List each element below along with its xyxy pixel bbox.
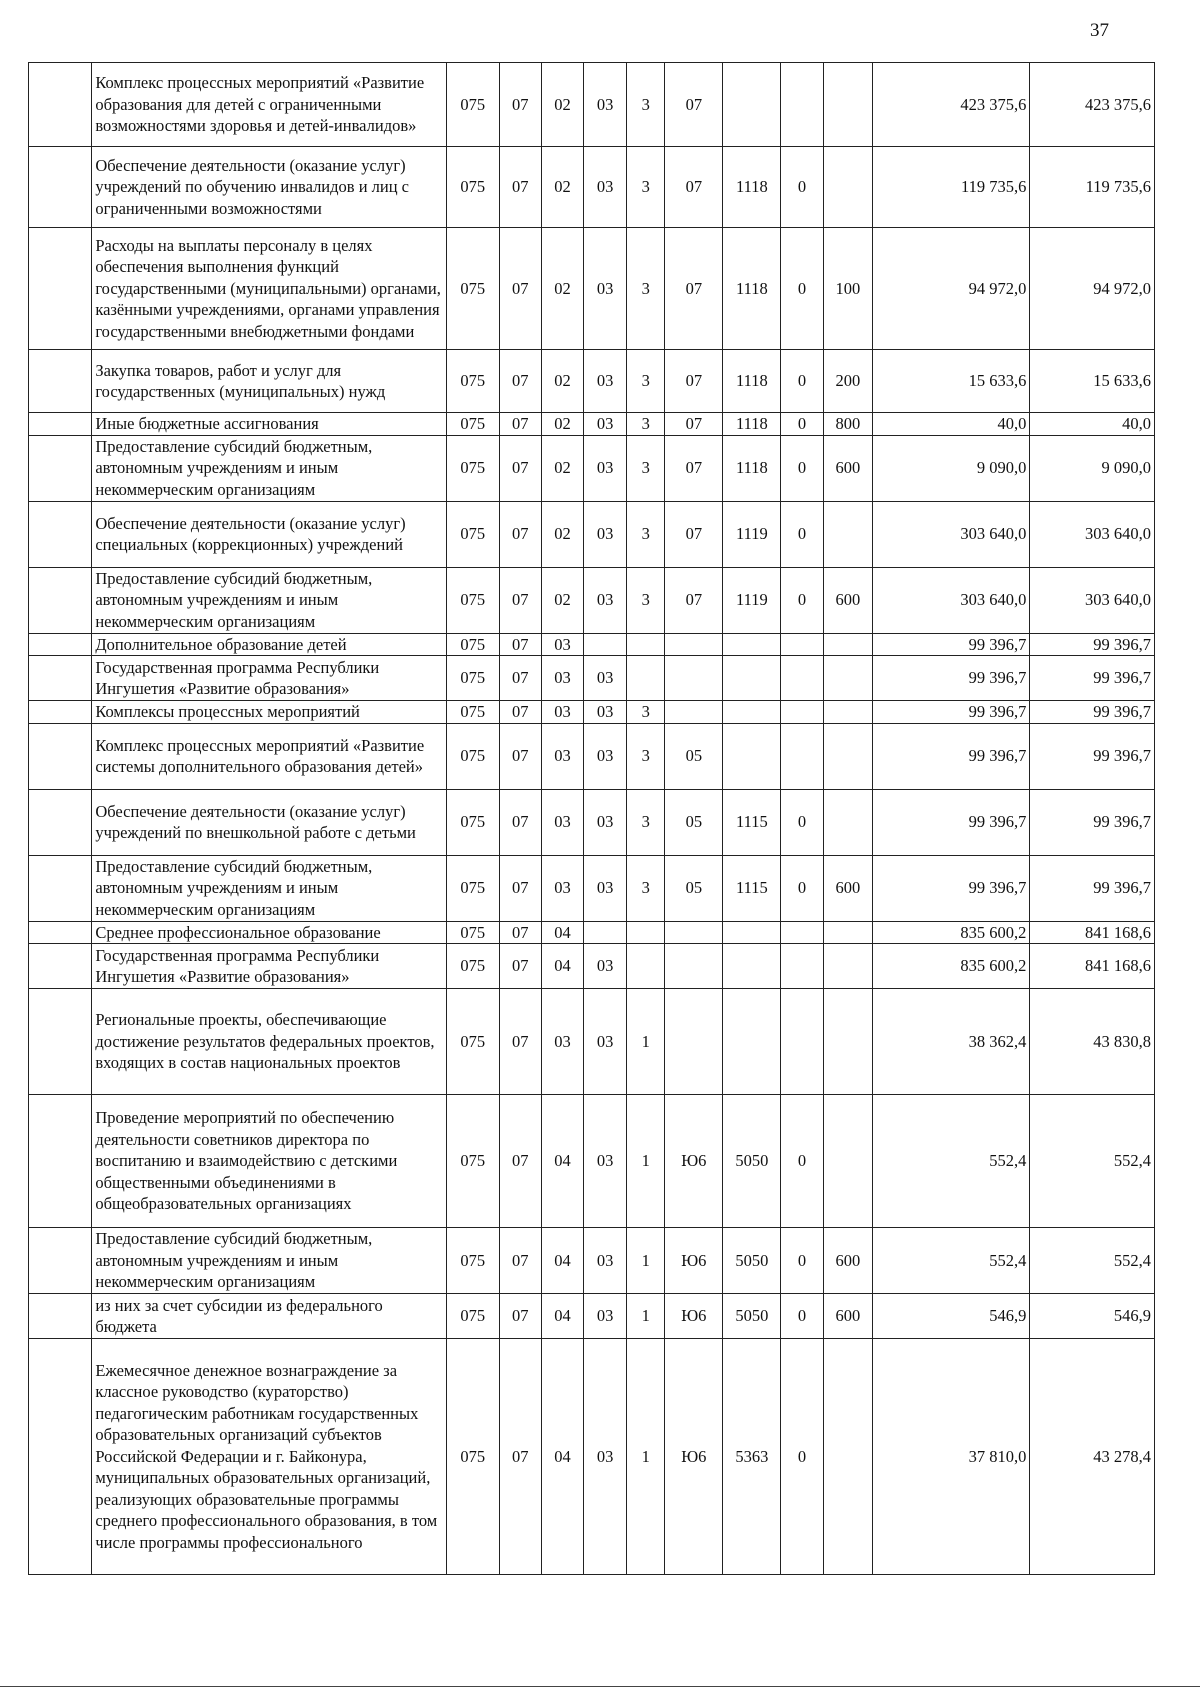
code-direction: 1118	[723, 350, 781, 413]
code-type: 3	[627, 63, 665, 147]
code-direction: 1118	[723, 147, 781, 228]
code-type: 1	[627, 1228, 665, 1294]
code-section: 07	[499, 1339, 541, 1575]
code-event	[665, 944, 723, 989]
table-row	[29, 855, 1155, 921]
code-event: Ю6	[665, 1095, 723, 1228]
code-sub	[781, 989, 823, 1095]
code-program: 03	[584, 1294, 627, 1339]
code-program: 03	[584, 989, 627, 1095]
code-type: 1	[627, 1294, 665, 1339]
code-section: 07	[499, 701, 541, 724]
row-name: Государственная программа Республики Ингушетия «Развитие образования»	[92, 656, 447, 701]
row-marker-cell	[29, 147, 92, 228]
code-ministry: 075	[446, 228, 499, 350]
row-marker-cell	[29, 1339, 92, 1575]
code-section: 07	[499, 1228, 541, 1294]
row-name: Предоставление субсидий бюджетным, автономным учреждениям и иным некоммерческим организациям	[92, 435, 447, 501]
code-direction: 1118	[723, 413, 781, 436]
code-sub: 0	[781, 350, 823, 413]
amount-year-2: 546,9	[1030, 1294, 1155, 1339]
code-expense-type: 200	[823, 350, 873, 413]
code-subsection: 02	[541, 501, 583, 567]
code-event: Ю6	[665, 1228, 723, 1294]
row-marker-cell	[29, 567, 92, 633]
code-program: 03	[584, 855, 627, 921]
table-row	[29, 147, 1155, 228]
amount-year-1: 99 396,7	[873, 855, 1030, 921]
code-expense-type	[823, 789, 873, 855]
code-sub: 0	[781, 413, 823, 436]
amount-year-1: 40,0	[873, 413, 1030, 436]
code-sub: 0	[781, 1228, 823, 1294]
code-event: 07	[665, 350, 723, 413]
amount-year-1: 552,4	[873, 1228, 1030, 1294]
row-name: из них за счет субсидии из федерального бюджета	[92, 1294, 447, 1339]
code-subsection: 02	[541, 413, 583, 436]
amount-year-1: 99 396,7	[873, 656, 1030, 701]
code-event	[665, 989, 723, 1095]
code-program: 03	[584, 1095, 627, 1228]
amount-year-2: 841 168,6	[1030, 944, 1155, 989]
amount-year-1: 15 633,6	[873, 350, 1030, 413]
code-subsection: 03	[541, 789, 583, 855]
code-sub	[781, 944, 823, 989]
amount-year-2: 552,4	[1030, 1228, 1155, 1294]
code-type: 1	[627, 989, 665, 1095]
code-direction: 1115	[723, 789, 781, 855]
code-direction	[723, 723, 781, 789]
code-type: 3	[627, 855, 665, 921]
code-type	[627, 633, 665, 656]
row-marker-cell	[29, 413, 92, 436]
table-row	[29, 701, 1155, 724]
row-marker-cell	[29, 989, 92, 1095]
table-row	[29, 1294, 1155, 1339]
code-expense-type	[823, 921, 873, 944]
code-ministry: 075	[446, 1228, 499, 1294]
amount-year-1: 546,9	[873, 1294, 1030, 1339]
code-expense-type: 600	[823, 567, 873, 633]
code-program: 03	[584, 701, 627, 724]
code-event	[665, 701, 723, 724]
code-ministry: 075	[446, 567, 499, 633]
code-direction: 1119	[723, 501, 781, 567]
amount-year-1: 9 090,0	[873, 435, 1030, 501]
code-type: 3	[627, 350, 665, 413]
code-section: 07	[499, 413, 541, 436]
row-marker-cell	[29, 228, 92, 350]
code-expense-type: 100	[823, 228, 873, 350]
code-expense-type	[823, 944, 873, 989]
code-expense-type: 600	[823, 855, 873, 921]
code-program: 03	[584, 147, 627, 228]
code-section: 07	[499, 989, 541, 1095]
table-row	[29, 723, 1155, 789]
amount-year-2: 99 396,7	[1030, 701, 1155, 724]
code-expense-type	[823, 63, 873, 147]
code-expense-type	[823, 989, 873, 1095]
code-type: 3	[627, 723, 665, 789]
code-subsection: 02	[541, 63, 583, 147]
code-subsection: 03	[541, 723, 583, 789]
code-expense-type: 600	[823, 1228, 873, 1294]
code-event: 07	[665, 567, 723, 633]
code-event: 05	[665, 789, 723, 855]
row-marker-cell	[29, 1294, 92, 1339]
row-name: Обеспечение деятельности (оказание услуг) учреждений по обучению инвалидов и лиц с ограниченными возможностями	[92, 147, 447, 228]
code-section: 07	[499, 147, 541, 228]
amount-year-2: 423 375,6	[1030, 63, 1155, 147]
row-marker-cell	[29, 701, 92, 724]
code-event: 05	[665, 723, 723, 789]
code-direction: 5050	[723, 1095, 781, 1228]
code-section: 07	[499, 633, 541, 656]
row-name: Комплексы процессных мероприятий	[92, 701, 447, 724]
code-sub: 0	[781, 501, 823, 567]
amount-year-2: 99 396,7	[1030, 855, 1155, 921]
row-marker-cell	[29, 435, 92, 501]
code-sub	[781, 633, 823, 656]
code-section: 07	[499, 63, 541, 147]
code-program: 03	[584, 501, 627, 567]
code-program: 03	[584, 63, 627, 147]
code-subsection: 03	[541, 633, 583, 656]
code-type: 3	[627, 147, 665, 228]
code-event: 07	[665, 147, 723, 228]
amount-year-1: 423 375,6	[873, 63, 1030, 147]
row-name: Комплекс процессных мероприятий «Развитие системы дополнительного образования детей»	[92, 723, 447, 789]
code-sub: 0	[781, 1339, 823, 1575]
code-direction: 5363	[723, 1339, 781, 1575]
code-subsection: 03	[541, 656, 583, 701]
code-section: 07	[499, 855, 541, 921]
amount-year-1: 37 810,0	[873, 1339, 1030, 1575]
code-subsection: 04	[541, 1095, 583, 1228]
amount-year-1: 835 600,2	[873, 944, 1030, 989]
code-direction: 1115	[723, 855, 781, 921]
amount-year-1: 99 396,7	[873, 701, 1030, 724]
code-sub: 0	[781, 855, 823, 921]
code-event	[665, 633, 723, 656]
code-direction	[723, 921, 781, 944]
row-name: Региональные проекты, обеспечивающие достижение результатов федеральных проектов, входящих в состав национальных проектов	[92, 989, 447, 1095]
code-sub: 0	[781, 147, 823, 228]
amount-year-1: 119 735,6	[873, 147, 1030, 228]
table-row	[29, 633, 1155, 656]
amount-year-1: 99 396,7	[873, 789, 1030, 855]
amount-year-2: 99 396,7	[1030, 723, 1155, 789]
code-expense-type: 600	[823, 435, 873, 501]
row-name: Иные бюджетные ассигнования	[92, 413, 447, 436]
code-direction: 1118	[723, 228, 781, 350]
code-event: 07	[665, 501, 723, 567]
code-type: 3	[627, 501, 665, 567]
amount-year-2: 43 830,8	[1030, 989, 1155, 1095]
code-program: 03	[584, 350, 627, 413]
code-event: 07	[665, 63, 723, 147]
amount-year-2: 43 278,4	[1030, 1339, 1155, 1575]
code-program: 03	[584, 656, 627, 701]
code-type: 3	[627, 435, 665, 501]
row-marker-cell	[29, 944, 92, 989]
code-ministry: 075	[446, 63, 499, 147]
code-section: 07	[499, 789, 541, 855]
code-direction	[723, 656, 781, 701]
row-marker-cell	[29, 63, 92, 147]
code-expense-type: 800	[823, 413, 873, 436]
code-type: 3	[627, 789, 665, 855]
table-row	[29, 1339, 1155, 1575]
row-marker-cell	[29, 723, 92, 789]
row-marker-cell	[29, 855, 92, 921]
table-row	[29, 921, 1155, 944]
code-direction: 5050	[723, 1228, 781, 1294]
code-subsection: 04	[541, 1294, 583, 1339]
code-direction: 1118	[723, 435, 781, 501]
scan-edge-line	[0, 1686, 1200, 1687]
amount-year-2: 99 396,7	[1030, 633, 1155, 656]
code-ministry: 075	[446, 1294, 499, 1339]
code-event: Ю6	[665, 1294, 723, 1339]
code-ministry: 075	[446, 989, 499, 1095]
table-row	[29, 413, 1155, 436]
table-row	[29, 63, 1155, 147]
amount-year-1: 99 396,7	[873, 723, 1030, 789]
code-program: 03	[584, 567, 627, 633]
amount-year-2: 40,0	[1030, 413, 1155, 436]
amount-year-1: 835 600,2	[873, 921, 1030, 944]
table-row	[29, 567, 1155, 633]
code-program: 03	[584, 1228, 627, 1294]
amount-year-2: 9 090,0	[1030, 435, 1155, 501]
code-ministry: 075	[446, 435, 499, 501]
code-ministry: 075	[446, 147, 499, 228]
amount-year-2: 94 972,0	[1030, 228, 1155, 350]
code-program: 03	[584, 228, 627, 350]
code-sub: 0	[781, 567, 823, 633]
table-row	[29, 989, 1155, 1095]
amount-year-2: 99 396,7	[1030, 789, 1155, 855]
code-sub	[781, 723, 823, 789]
code-event: Ю6	[665, 1339, 723, 1575]
code-expense-type	[823, 723, 873, 789]
row-marker-cell	[29, 501, 92, 567]
amount-year-2: 303 640,0	[1030, 567, 1155, 633]
code-ministry: 075	[446, 701, 499, 724]
code-type: 3	[627, 228, 665, 350]
code-sub	[781, 701, 823, 724]
code-section: 07	[499, 944, 541, 989]
row-marker-cell	[29, 656, 92, 701]
table-row	[29, 789, 1155, 855]
code-sub	[781, 63, 823, 147]
code-section: 07	[499, 567, 541, 633]
row-marker-cell	[29, 1228, 92, 1294]
row-name: Предоставление субсидий бюджетным, автономным учреждениям и иным некоммерческим организациям	[92, 855, 447, 921]
code-event	[665, 656, 723, 701]
row-name: Обеспечение деятельности (оказание услуг) учреждений по внешкольной работе с детьми	[92, 789, 447, 855]
code-type: 3	[627, 413, 665, 436]
code-type: 1	[627, 1095, 665, 1228]
row-marker-cell	[29, 350, 92, 413]
row-name: Среднее профессиональное образование	[92, 921, 447, 944]
code-section: 07	[499, 435, 541, 501]
code-event: 07	[665, 413, 723, 436]
code-sub: 0	[781, 1294, 823, 1339]
code-type	[627, 921, 665, 944]
code-section: 07	[499, 350, 541, 413]
code-subsection: 02	[541, 350, 583, 413]
code-subsection: 02	[541, 228, 583, 350]
code-subsection: 04	[541, 1339, 583, 1575]
amount-year-2: 119 735,6	[1030, 147, 1155, 228]
code-section: 07	[499, 1294, 541, 1339]
code-section: 07	[499, 501, 541, 567]
code-subsection: 03	[541, 989, 583, 1095]
code-section: 07	[499, 656, 541, 701]
code-program: 03	[584, 435, 627, 501]
code-ministry: 075	[446, 1095, 499, 1228]
code-event: 05	[665, 855, 723, 921]
row-name: Предоставление субсидий бюджетным, автономным учреждениям и иным некоммерческим организациям	[92, 1228, 447, 1294]
row-name: Государственная программа Республики Ингушетия «Развитие образования»	[92, 944, 447, 989]
code-sub: 0	[781, 789, 823, 855]
code-direction: 1119	[723, 567, 781, 633]
code-program: 03	[584, 413, 627, 436]
code-type	[627, 656, 665, 701]
code-direction: 5050	[723, 1294, 781, 1339]
code-event: 07	[665, 435, 723, 501]
row-name: Проведение мероприятий по обеспечению деятельности советников директора по воспитанию и взаимодействию с детскими общественными объединениями в общеобразовательных организациях	[92, 1095, 447, 1228]
code-expense-type	[823, 701, 873, 724]
code-sub: 0	[781, 1095, 823, 1228]
row-name: Обеспечение деятельности (оказание услуг) специальных (коррекционных) учреждений	[92, 501, 447, 567]
code-ministry: 075	[446, 1339, 499, 1575]
code-direction	[723, 989, 781, 1095]
code-ministry: 075	[446, 633, 499, 656]
code-expense-type	[823, 501, 873, 567]
code-section: 07	[499, 921, 541, 944]
code-expense-type	[823, 147, 873, 228]
code-ministry: 075	[446, 350, 499, 413]
code-subsection: 04	[541, 1228, 583, 1294]
code-type: 3	[627, 567, 665, 633]
code-sub	[781, 921, 823, 944]
code-direction	[723, 633, 781, 656]
code-program: 03	[584, 1339, 627, 1575]
code-type	[627, 944, 665, 989]
code-expense-type	[823, 656, 873, 701]
code-sub: 0	[781, 228, 823, 350]
table-row	[29, 656, 1155, 701]
code-ministry: 075	[446, 789, 499, 855]
amount-year-1: 303 640,0	[873, 567, 1030, 633]
code-ministry: 075	[446, 413, 499, 436]
code-program: 03	[584, 944, 627, 989]
code-ministry: 075	[446, 855, 499, 921]
table-row	[29, 1095, 1155, 1228]
code-ministry: 075	[446, 723, 499, 789]
code-ministry: 075	[446, 656, 499, 701]
code-subsection: 02	[541, 147, 583, 228]
code-ministry: 075	[446, 921, 499, 944]
code-subsection: 02	[541, 435, 583, 501]
row-marker-cell	[29, 921, 92, 944]
code-section: 07	[499, 723, 541, 789]
amount-year-2: 552,4	[1030, 1095, 1155, 1228]
amount-year-1: 552,4	[873, 1095, 1030, 1228]
page-number: 37	[1090, 20, 1109, 41]
code-program: 03	[584, 723, 627, 789]
row-name: Комплекс процессных мероприятий «Развитие образования для детей с ограниченными возможностями здоровья и детей-инвалидов»	[92, 63, 447, 147]
row-marker-cell	[29, 633, 92, 656]
code-direction	[723, 63, 781, 147]
code-type: 3	[627, 701, 665, 724]
row-name: Ежемесячное денежное вознаграждение за классное руководство (кураторство) педагогическим работникам государственных образовательных организаций субъектов Российской Федерации и г. Байконура, муниципальных образовательных организаций, реализующих образовательные программы среднего профессионального образования, в том числе программы профессионального	[92, 1339, 447, 1575]
code-event: 07	[665, 228, 723, 350]
table-row	[29, 1228, 1155, 1294]
amount-year-2: 99 396,7	[1030, 656, 1155, 701]
row-marker-cell	[29, 789, 92, 855]
amount-year-1: 99 396,7	[873, 633, 1030, 656]
code-program	[584, 633, 627, 656]
code-subsection: 04	[541, 944, 583, 989]
code-expense-type	[823, 633, 873, 656]
code-direction	[723, 944, 781, 989]
code-type: 1	[627, 1339, 665, 1575]
code-expense-type	[823, 1095, 873, 1228]
table-row	[29, 501, 1155, 567]
code-section: 07	[499, 1095, 541, 1228]
table-row	[29, 944, 1155, 989]
amount-year-2: 841 168,6	[1030, 921, 1155, 944]
code-subsection: 02	[541, 567, 583, 633]
code-program: 03	[584, 789, 627, 855]
row-name: Расходы на выплаты персоналу в целях обеспечения выполнения функций государственными (муниципальными) органами, казёнными учреждениями, органами управления государственными внебюджетными фондами	[92, 228, 447, 350]
amount-year-2: 15 633,6	[1030, 350, 1155, 413]
row-name: Дополнительное образование детей	[92, 633, 447, 656]
amount-year-1: 303 640,0	[873, 501, 1030, 567]
amount-year-2: 303 640,0	[1030, 501, 1155, 567]
amount-year-1: 38 362,4	[873, 989, 1030, 1095]
code-direction	[723, 701, 781, 724]
row-name: Закупка товаров, работ и услуг для государственных (муниципальных) нужд	[92, 350, 447, 413]
code-program	[584, 921, 627, 944]
code-subsection: 03	[541, 855, 583, 921]
code-subsection: 03	[541, 701, 583, 724]
table-row	[29, 350, 1155, 413]
amount-year-1: 94 972,0	[873, 228, 1030, 350]
code-subsection: 04	[541, 921, 583, 944]
code-section: 07	[499, 228, 541, 350]
table-row	[29, 435, 1155, 501]
code-sub	[781, 656, 823, 701]
row-marker-cell	[29, 1095, 92, 1228]
code-sub: 0	[781, 435, 823, 501]
code-ministry: 075	[446, 501, 499, 567]
code-event	[665, 921, 723, 944]
code-expense-type	[823, 1339, 873, 1575]
row-name: Предоставление субсидий бюджетным, автономным учреждениям и иным некоммерческим организациям	[92, 567, 447, 633]
code-expense-type: 600	[823, 1294, 873, 1339]
code-ministry: 075	[446, 944, 499, 989]
budget-table	[28, 62, 1155, 1575]
table-row	[29, 228, 1155, 350]
